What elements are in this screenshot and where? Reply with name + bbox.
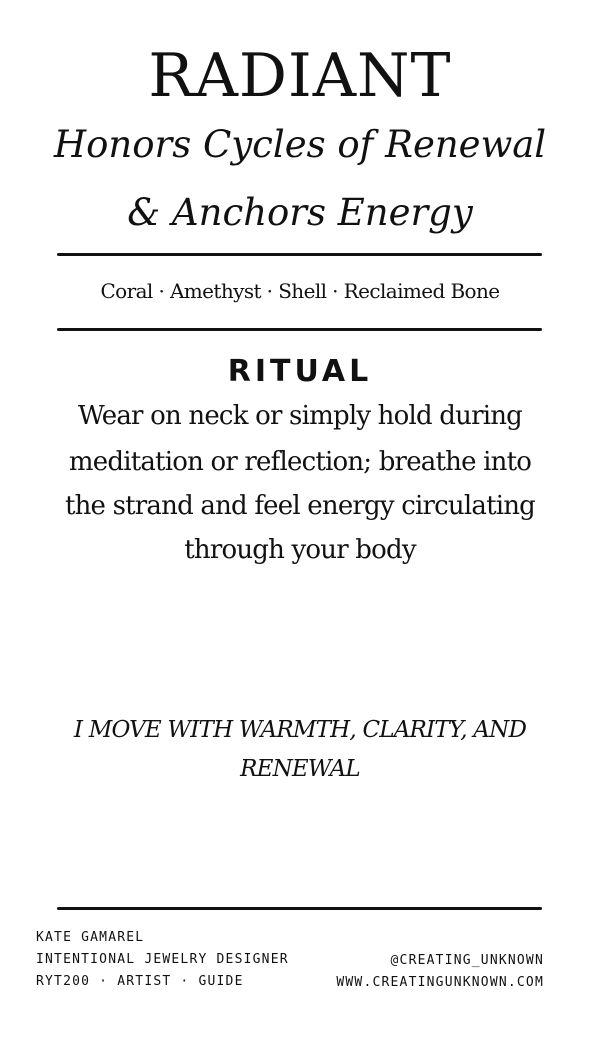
ritual-heading: RITUAL — [227, 354, 373, 389]
materials-list: Coral · Amethyst · Shell · Reclaimed Bone — [100, 279, 500, 303]
ritual-text-line: the strand and feel energy circulating — [64, 491, 536, 521]
social-handle: @CREATING_UNKNOWN — [390, 953, 544, 968]
divider-top — [57, 253, 542, 256]
designer-role: INTENTIONAL JEWELRY DESIGNER — [36, 952, 289, 967]
designer-credentials: RYT200 · ARTIST · GUIDE — [36, 974, 244, 989]
card-title: RADIANT — [148, 41, 452, 111]
ritual-text-line: through your body — [184, 535, 416, 565]
affirmation-line-2: RENEWAL — [240, 756, 360, 782]
ritual-text-line: Wear on neck or simply hold during — [77, 401, 523, 431]
designer-name: KATE GAMAREL — [36, 930, 145, 945]
divider-middle — [57, 328, 542, 331]
website-url: WWW.CREATINGUNKNOWN.COM — [336, 975, 544, 990]
card-subtitle-line-1: Honors Cycles of Renewal — [53, 123, 547, 166]
ritual-text-line: meditation or reflection; breathe into — [68, 447, 532, 477]
affirmation-line-1: I MOVE WITH WARMTH, CLARITY, AND — [73, 717, 527, 743]
card-subtitle-line-2: & Anchors Energy — [127, 191, 473, 234]
divider-footer — [57, 907, 542, 910]
